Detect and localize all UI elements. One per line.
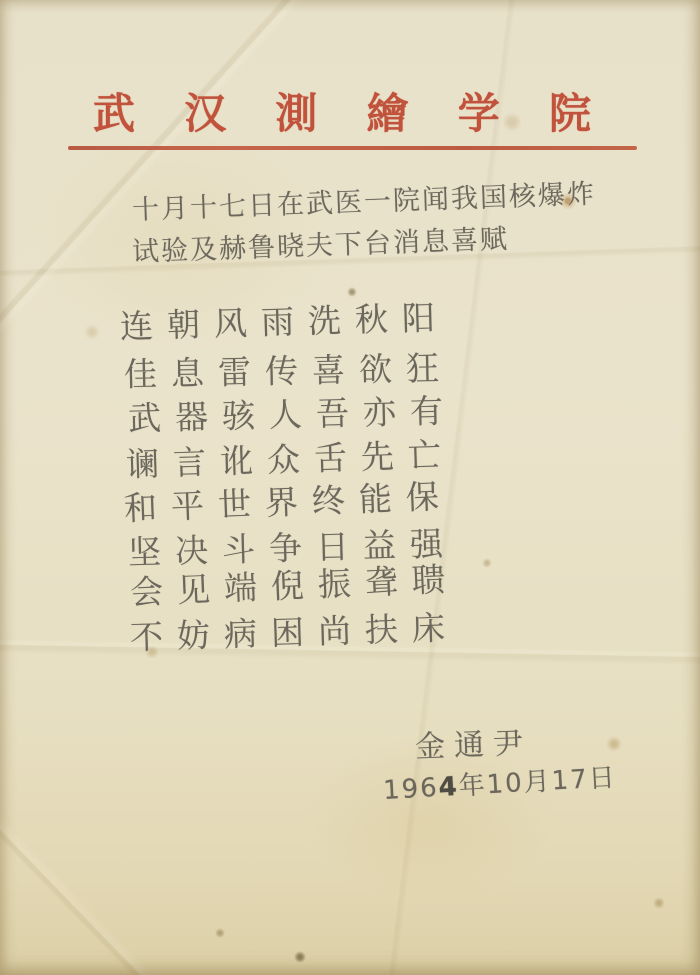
poem-line-3: 武器骇人吾亦有 xyxy=(127,390,458,438)
letterhead-char: 測 xyxy=(275,89,318,138)
letterhead-char: 院 xyxy=(548,89,591,138)
letterhead-rule xyxy=(68,146,637,150)
poem-line-5: 和平世界终能保 xyxy=(123,476,454,528)
letterhead-char: 繪 xyxy=(366,89,409,138)
date-suffix: 年10月17日 xyxy=(457,762,618,802)
date-prefix: 196 xyxy=(382,772,440,806)
letterhead-char: 学 xyxy=(457,89,500,138)
letterhead-char: 武 xyxy=(93,89,136,138)
poem-line-6: 坚决斗争日益强 xyxy=(127,523,458,572)
preamble-line-2: 试验及赫鲁晓夫下台消息喜赋 xyxy=(131,223,510,268)
letterhead-char: 汉 xyxy=(184,89,227,138)
signature: 金通尹 xyxy=(414,725,533,765)
poem-line-4: 谰言讹众舌先亡 xyxy=(125,434,456,484)
poem-line-1: 连朝风雨洗秋阳 xyxy=(119,297,450,346)
poem-line-2: 佳息雷传喜欲狂 xyxy=(123,348,454,394)
poem-line-7: 会见端倪振聋聩 xyxy=(129,559,460,612)
preamble-line-1: 十月十七日在武医一院闻我国核爆炸 xyxy=(131,178,597,226)
letterhead xyxy=(93,88,591,140)
date-overwritten-digit: 4 xyxy=(437,771,460,803)
poem-line-8: 不妨病困尚扶床 xyxy=(129,607,460,657)
